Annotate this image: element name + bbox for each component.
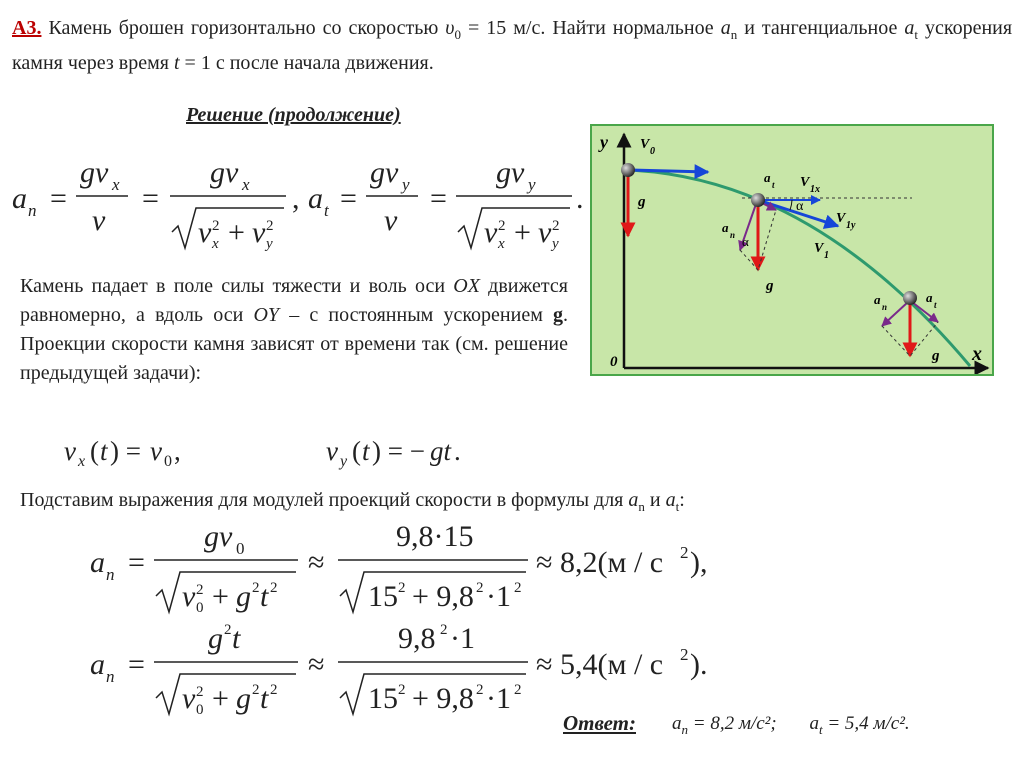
svg-text:t: t — [324, 201, 329, 220]
svg-text:v: v — [64, 436, 76, 466]
x-axis-label: x — [972, 343, 982, 365]
g-label-2: g — [932, 348, 940, 364]
svg-text:2: 2 — [680, 645, 689, 664]
at-symbol: a — [904, 17, 915, 39]
answer-at-symbol: a — [809, 713, 819, 734]
svg-text:2: 2 — [196, 684, 204, 700]
svg-text:t: t — [260, 682, 269, 715]
svg-text:a: a — [90, 546, 105, 579]
svg-text:2: 2 — [398, 580, 406, 596]
formula-at-numeric — [86, 618, 746, 718]
at-result: ≈ 5,4(м / с — [536, 648, 664, 681]
svg-text:t: t — [232, 622, 241, 655]
at-subscript: t — [675, 499, 680, 514]
at-label-1: a — [764, 170, 771, 185]
svg-text:,: , — [292, 182, 300, 215]
an-label-2: a — [874, 292, 881, 307]
g-label-1: g — [766, 278, 774, 294]
trajectory-svg — [592, 126, 992, 374]
v0-vector — [630, 170, 708, 172]
svg-text:t: t — [362, 436, 370, 466]
svg-text:v: v — [198, 216, 212, 249]
svg-text:n: n — [28, 201, 37, 220]
svg-text:+: + — [212, 682, 229, 715]
v1x-subscript: 1x — [810, 184, 820, 195]
an-symbol: a — [628, 489, 639, 511]
an-denominator: 15 — [368, 580, 398, 613]
v0-label: V — [640, 137, 650, 152]
svg-text:=: = — [128, 546, 145, 579]
an-subscript-2: n — [882, 302, 888, 312]
g-symbol: g — [553, 304, 564, 326]
svg-text:v: v — [484, 216, 498, 249]
svg-text:2: 2 — [476, 682, 484, 698]
svg-text:2: 2 — [252, 580, 260, 596]
substitute-text: Подставим выражения для модулей проекций скорости в формулы для — [20, 489, 624, 511]
svg-text:v: v — [326, 436, 338, 466]
an-subscript-1: n — [730, 230, 736, 240]
stone-1 — [751, 193, 765, 207]
svg-text:t: t — [260, 580, 269, 613]
svg-text:v: v — [182, 580, 196, 613]
svg-text:(: ( — [352, 436, 361, 466]
svg-text:v: v — [150, 436, 162, 466]
answer-values — [672, 713, 910, 738]
svg-text:n: n — [106, 565, 115, 584]
at-subscript-2: t — [934, 300, 937, 310]
svg-text:+: + — [228, 216, 245, 249]
svg-text:gt: gt — [430, 436, 452, 466]
svg-text:g: g — [236, 682, 251, 715]
t-symbol: t — [173, 52, 180, 74]
svg-text:t: t — [100, 436, 108, 466]
origin-label: 0 — [610, 354, 618, 370]
v0-symbol: υ — [445, 17, 455, 39]
explanation-paragraph — [20, 272, 568, 388]
svg-text:v: v — [384, 204, 398, 237]
svg-text:n: n — [106, 667, 115, 686]
svg-text:y: y — [552, 236, 559, 252]
svg-text:y: y — [402, 175, 410, 194]
svg-text:a: a — [308, 182, 323, 215]
svg-text:x: x — [112, 175, 120, 194]
svg-text:2: 2 — [270, 580, 278, 596]
svg-text:2: 2 — [552, 218, 560, 234]
svg-text:0: 0 — [164, 453, 172, 470]
svg-text:=: = — [128, 648, 145, 681]
svg-text:gv: gv — [370, 156, 399, 189]
v1-subscript: 1 — [824, 250, 829, 261]
svg-text:x: x — [242, 175, 250, 194]
svg-text:gv: gv — [210, 156, 239, 189]
at-symbol: a — [665, 489, 676, 511]
svg-text:) = −: ) = − — [372, 436, 425, 466]
v0-subscript: 0 — [650, 146, 655, 157]
ox-axis-symbol: OX — [453, 275, 480, 297]
an-subscript: n — [730, 27, 738, 42]
an-result-end: ), — [690, 546, 708, 579]
an-symbol: a — [720, 17, 731, 39]
svg-text:=: = — [340, 182, 357, 215]
svg-text:2: 2 — [440, 622, 448, 638]
svg-text:a: a — [12, 182, 27, 215]
at-numerator: 9,8 — [398, 622, 436, 655]
svg-text:=: = — [50, 182, 67, 215]
v0-subscript: 0 — [454, 27, 461, 42]
svg-text:2: 2 — [398, 682, 406, 698]
svg-text:v: v — [182, 682, 196, 715]
answer-label: Ответ: — [563, 711, 636, 735]
svg-text:gv: gv — [496, 156, 525, 189]
svg-text:=: = — [142, 182, 159, 215]
svg-text:0: 0 — [196, 600, 204, 616]
at-subscript: t — [914, 27, 918, 42]
svg-text:gv: gv — [204, 520, 233, 553]
svg-text:y: y — [528, 175, 536, 194]
g-label-0: g — [638, 194, 646, 210]
at-label-2: a — [926, 290, 933, 305]
svg-text:.: . — [454, 436, 461, 466]
svg-text:gv: gv — [80, 156, 109, 189]
answer-at-subscript: t — [818, 722, 823, 737]
answer-an-value: = 8,2 м/с²; — [692, 713, 777, 734]
problem-text: и — [744, 17, 755, 39]
stone-2 — [903, 291, 917, 305]
svg-text:+: + — [514, 216, 531, 249]
svg-text:0: 0 — [236, 539, 245, 558]
svg-text:2: 2 — [514, 580, 522, 596]
an-subscript: n — [638, 499, 645, 514]
svg-text:x: x — [78, 453, 86, 470]
svg-text:) =: ) = — [110, 436, 141, 466]
paragraph-text: – с постоянным ускорением — [289, 304, 543, 326]
svg-text:+ 9,8: + 9,8 — [412, 580, 474, 613]
and-word: и — [649, 489, 661, 511]
paragraph-text: движется равномерно, а вдоль оси — [20, 275, 568, 326]
answer-at-value: = 5,4 м/с². — [827, 713, 910, 734]
svg-text:=: = — [430, 182, 447, 215]
problem-text: ускорения камня через время — [12, 17, 1013, 74]
svg-text:g: g — [236, 580, 251, 613]
svg-text:·1: ·1 — [486, 580, 511, 613]
velocity-projections-formula — [60, 428, 490, 472]
svg-text:2: 2 — [266, 218, 274, 234]
svg-text:(: ( — [90, 436, 99, 466]
v1y-label: V — [836, 211, 846, 226]
at-result-end: ). — [690, 648, 708, 681]
answer-an-subscript: n — [681, 722, 688, 737]
answer-an-symbol: a — [672, 713, 682, 734]
svg-text:,: , — [174, 436, 181, 466]
svg-text:v: v — [92, 204, 106, 237]
at-subscript-1: t — [772, 180, 775, 190]
problem-statement — [12, 14, 1012, 77]
v1x-label: V — [800, 175, 810, 190]
svg-text:≈: ≈ — [308, 648, 325, 681]
svg-text:2: 2 — [476, 580, 484, 596]
svg-text:2: 2 — [196, 582, 204, 598]
svg-text:g: g — [208, 622, 223, 655]
problem-text: Камень брошен горизонтально со скоростью — [48, 17, 439, 39]
problem-text: тангенциальное — [761, 17, 898, 39]
svg-text:y: y — [340, 453, 348, 470]
y-axis-label: y — [600, 132, 608, 152]
svg-text:+: + — [212, 580, 229, 613]
svg-text:2: 2 — [252, 682, 260, 698]
stone-0 — [621, 163, 635, 177]
solution-heading: Решение (продолжение) — [186, 104, 401, 126]
svg-text:.: . — [576, 182, 584, 215]
svg-text:v: v — [538, 216, 552, 249]
svg-text:+ 9,8: + 9,8 — [412, 682, 474, 715]
svg-text:≈: ≈ — [308, 546, 325, 579]
problem-text: = 15 м/с. Найти нормальное — [467, 17, 714, 39]
v1-label: V — [814, 241, 824, 256]
v1y-subscript: 1y — [846, 220, 856, 231]
an-label-1: a — [722, 220, 729, 235]
svg-text:x: x — [212, 236, 219, 252]
svg-text:0: 0 — [196, 702, 204, 718]
svg-text:15: 15 — [368, 682, 398, 715]
svg-text:2: 2 — [498, 218, 506, 234]
colon: : — [679, 489, 685, 511]
oy-axis-symbol: OY — [253, 304, 280, 326]
formula-an-numeric — [86, 516, 746, 616]
svg-text:2: 2 — [680, 543, 689, 562]
svg-text:x: x — [498, 236, 505, 252]
trajectory-diagram — [590, 124, 994, 376]
paragraph-text: . Проекции скорости камня зависят от времени так (см. решение предыдущей задачи): — [20, 304, 569, 384]
svg-text:2: 2 — [224, 622, 232, 638]
svg-text:2: 2 — [514, 682, 522, 698]
paragraph-text: Камень падает в поле силы тяжести и воль оси — [20, 275, 446, 297]
problem-text: = 1 с после начала движения. — [184, 52, 434, 74]
formula-definitions — [10, 146, 590, 256]
alpha-label: α — [796, 199, 804, 214]
svg-text:a: a — [90, 648, 105, 681]
problem-number: А3. — [12, 17, 42, 39]
an-result: ≈ 8,2(м / с — [536, 546, 664, 579]
svg-text:2: 2 — [212, 218, 220, 234]
at-numerator-tail: ·1 — [450, 622, 475, 655]
svg-text:·1: ·1 — [486, 682, 511, 715]
an-numerator: 9,8·15 — [396, 520, 474, 553]
svg-text:y: y — [266, 236, 273, 252]
alpha-label-2: α — [742, 234, 749, 249]
svg-text:v: v — [252, 216, 266, 249]
alpha-arc — [790, 200, 792, 210]
svg-text:2: 2 — [270, 682, 278, 698]
